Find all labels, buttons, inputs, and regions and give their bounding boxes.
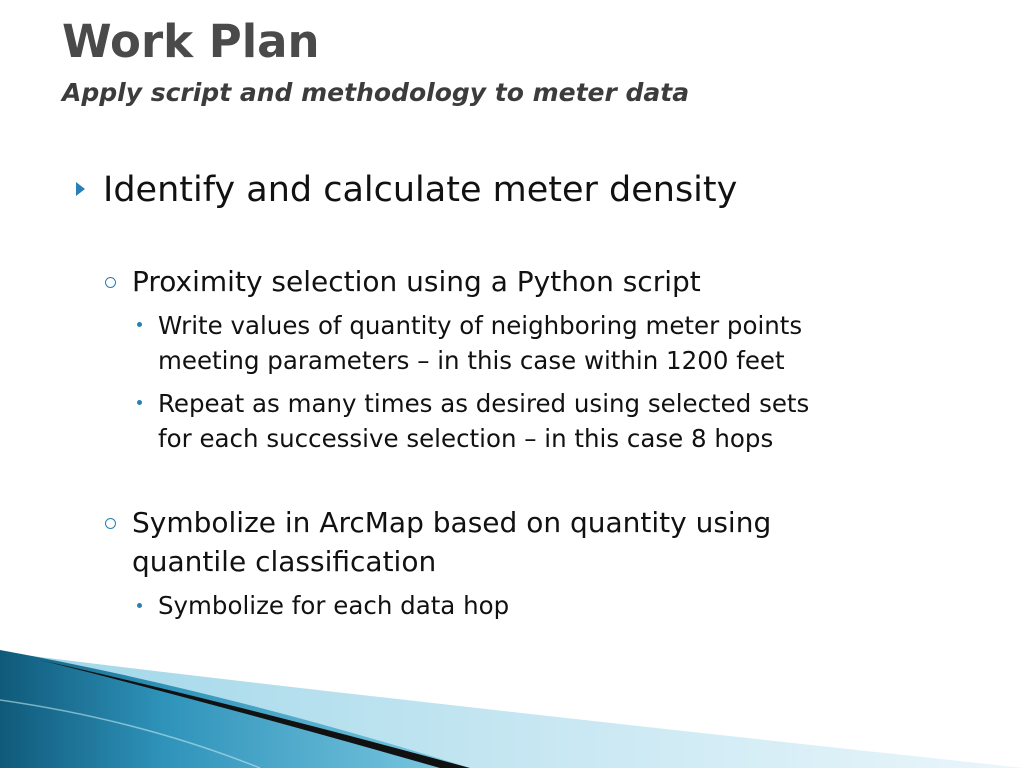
bullet-level1: Identify and calculate meter density <box>103 170 738 210</box>
bullet-level2: Symbolize in ArcMap based on quantity using <box>132 506 772 539</box>
bullet-level2: quantile classification <box>132 545 437 578</box>
slide-title: Work Plan <box>62 15 320 68</box>
slide-subtitle: Apply script and methodology to meter data <box>62 78 690 107</box>
bullet-level3-line: Repeat as many times as desired using selected sets <box>158 389 810 418</box>
bullet-level2: Proximity selection using a Python script <box>132 265 701 298</box>
bullet-level3-line: Write values of quantity of neighboring meter points <box>158 311 803 340</box>
bullet-level3-line: Symbolize for each data hop <box>158 591 510 620</box>
bullet-level3-line: for each successive selection – in this case 8 hops <box>158 424 774 453</box>
bullet-level3-line: meeting parameters – in this case within 1200 feet <box>158 346 785 375</box>
